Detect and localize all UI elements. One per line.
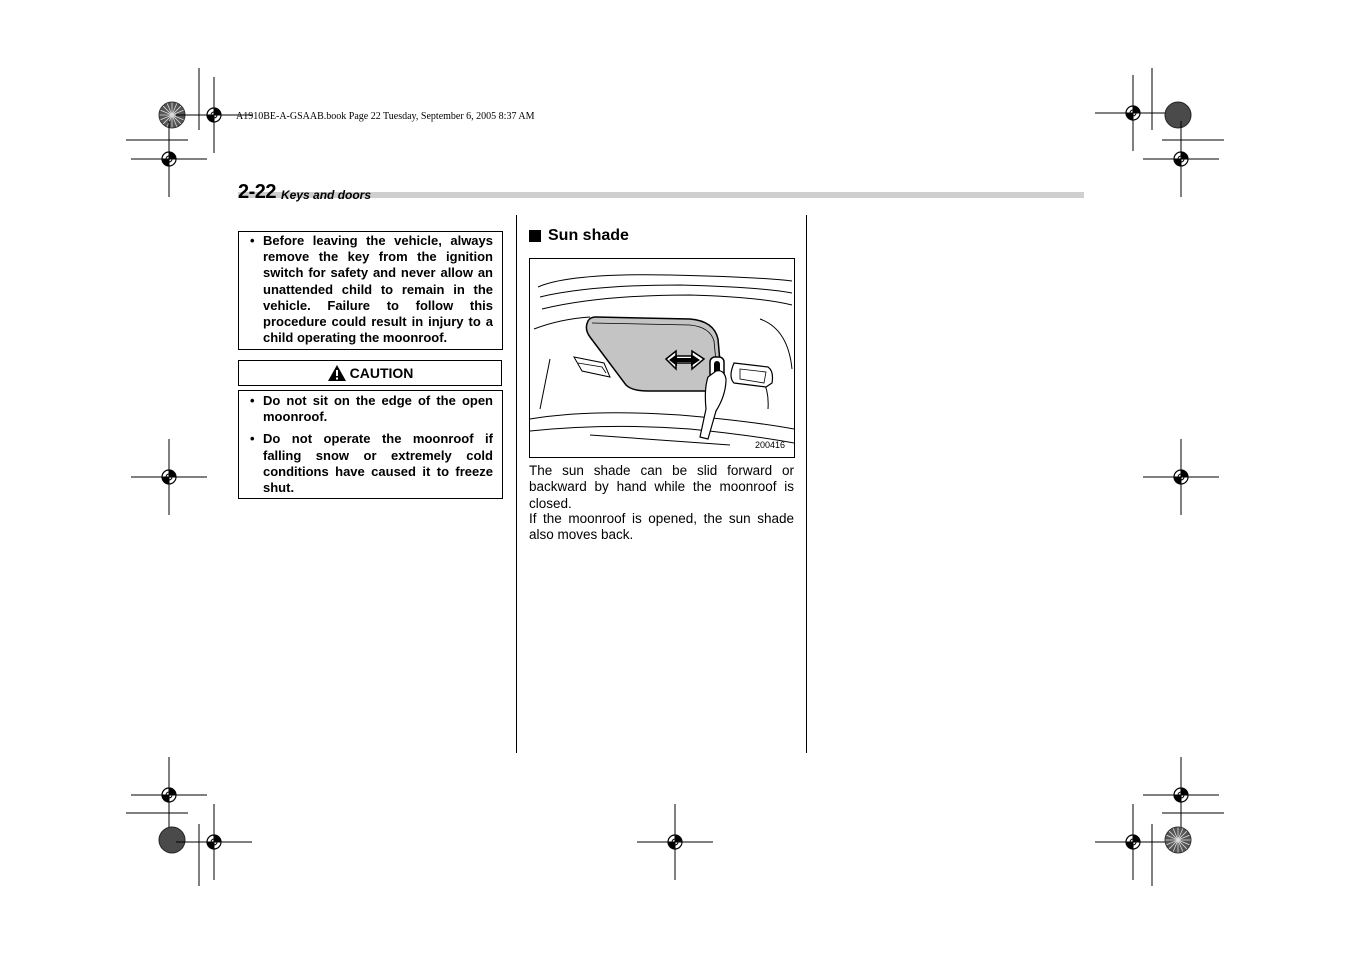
registration-mark-icon xyxy=(131,757,207,833)
registration-mark-icon xyxy=(1143,439,1219,515)
color-target-icon xyxy=(1165,827,1191,853)
caution-item: • Do not operate the moonroof if falling snow or extremely cold conditions have caused it to freeze shut. xyxy=(241,431,493,496)
color-target-icon xyxy=(1165,102,1191,128)
section-heading-text: Sun shade xyxy=(548,227,629,244)
registration-mark-icon xyxy=(1095,75,1171,151)
paragraph: The sun shade can be slid forward or backward by hand while the moonroof is closed. xyxy=(529,463,794,511)
registration-mark-icon xyxy=(131,439,207,515)
caution-box xyxy=(238,390,503,499)
square-bullet-icon xyxy=(529,230,541,242)
sun-shade-illustration xyxy=(530,259,794,457)
section-heading xyxy=(529,227,629,245)
page-number: 2-22 xyxy=(238,181,277,203)
paragraph: If the moonroof is opened, the sun shade also moves back. xyxy=(529,511,794,543)
sun-shade-figure xyxy=(529,258,795,458)
registration-mark-icon xyxy=(1095,804,1171,880)
section-title: Keys and doors xyxy=(281,188,372,202)
book-slug: A1910BE-A-GSAAB.book Page 22 Tuesday, September 6, 2005 8:37 AM xyxy=(236,111,535,122)
warning-item: • Before leaving the vehicle, always remove the key from the ignition switch for safety and never allow an unattended child to remain in the vehicle. Failure to follow this procedure could result in injury to a child operating the moonroof. xyxy=(241,233,493,346)
figure-code: 200416 xyxy=(754,440,785,450)
registration-mark-icon xyxy=(176,804,252,880)
column-divider xyxy=(516,215,517,753)
caution-header xyxy=(238,360,502,386)
registration-mark-icon xyxy=(1143,121,1219,197)
registration-mark-icon xyxy=(1143,757,1219,833)
registration-mark-icon xyxy=(131,121,207,197)
caution-item: • Do not sit on the edge of the open moonroof. xyxy=(241,393,493,425)
caution-label: CAUTION xyxy=(349,365,414,381)
color-target-icon xyxy=(159,827,185,853)
registration-mark-icon xyxy=(637,804,713,880)
column-divider xyxy=(806,215,807,753)
warning-triangle-icon xyxy=(327,364,347,382)
warning-box xyxy=(238,231,503,350)
